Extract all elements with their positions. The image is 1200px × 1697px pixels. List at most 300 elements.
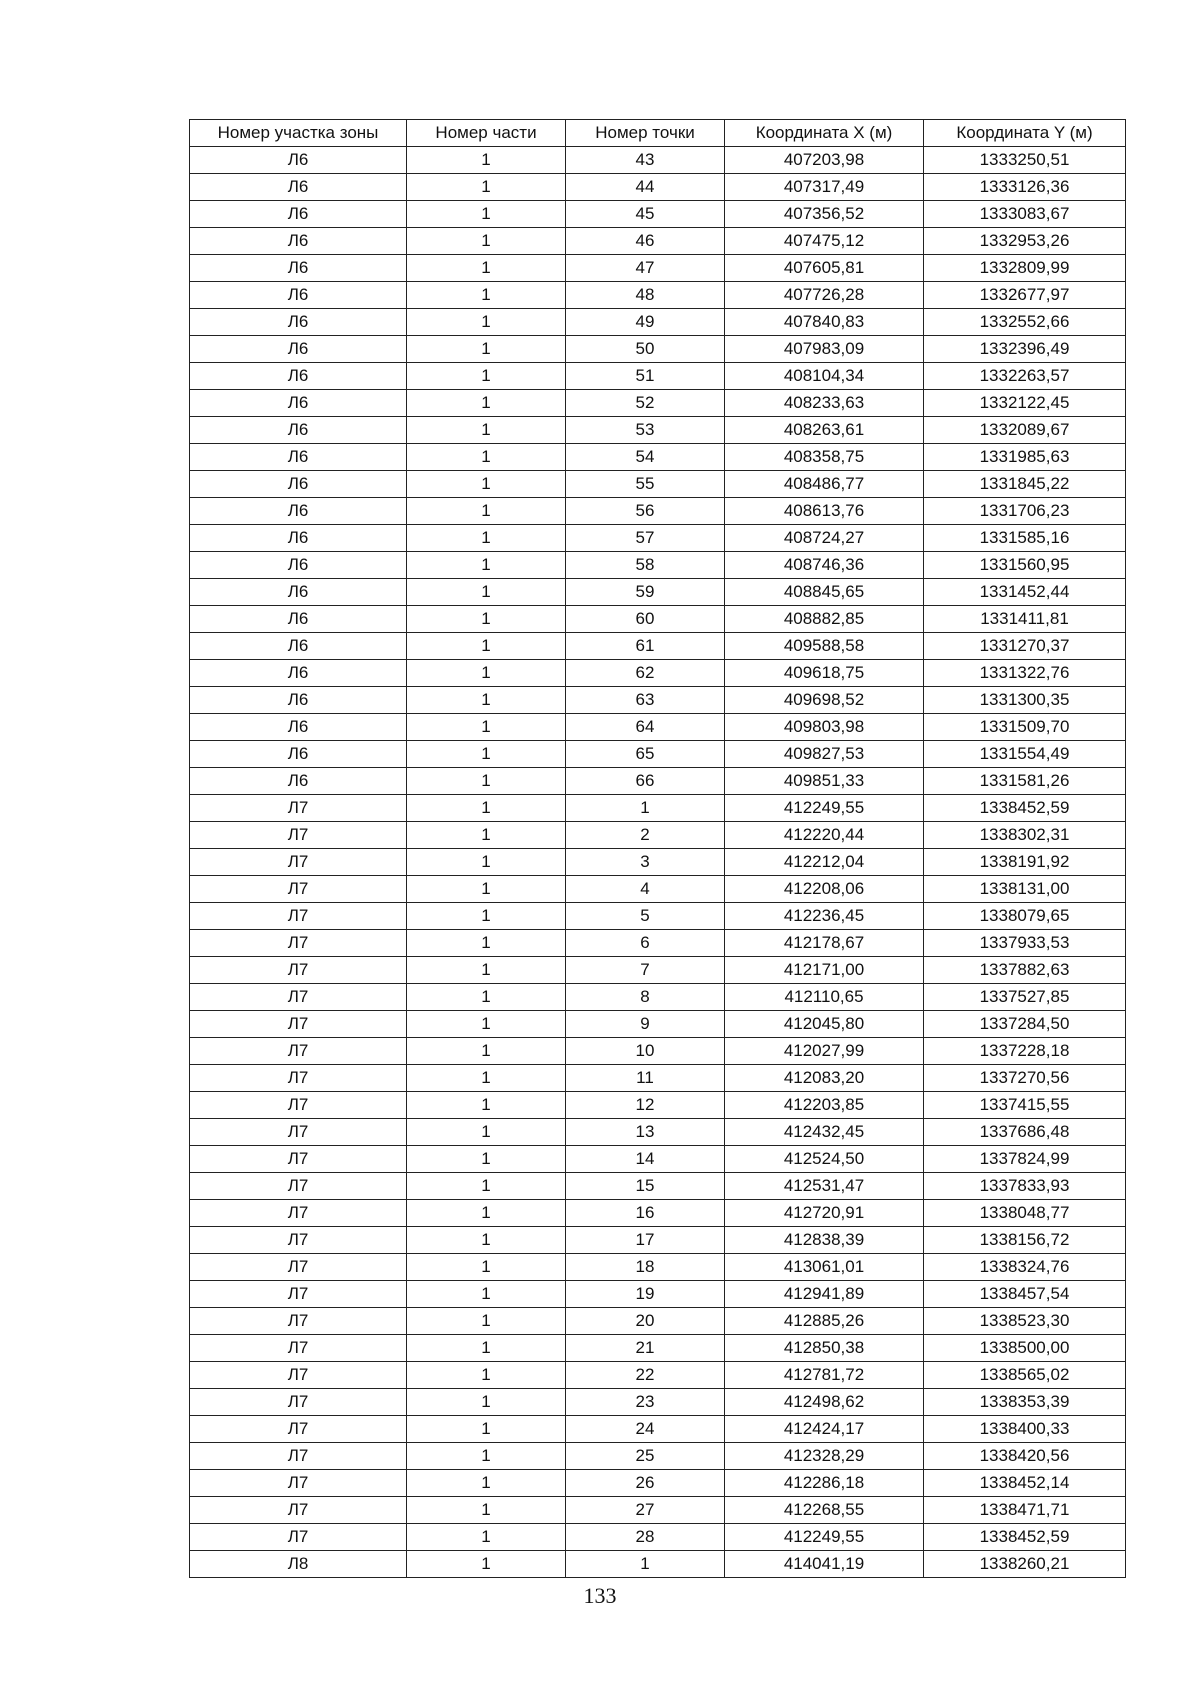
table-row xyxy=(190,147,1126,174)
point-number-cell: 11 xyxy=(566,1065,725,1092)
table-row xyxy=(190,930,1126,957)
coordinate-y-cell: 1338457,54 xyxy=(924,1281,1126,1308)
point-number-cell: 7 xyxy=(566,957,725,984)
table-row xyxy=(190,876,1126,903)
coordinate-x-cell: 412220,44 xyxy=(725,822,924,849)
coordinate-x-cell: 412249,55 xyxy=(725,1524,924,1551)
part-number-cell: 1 xyxy=(407,1092,566,1119)
coordinate-x-cell: 408724,27 xyxy=(725,525,924,552)
coordinate-y-cell: 1331270,37 xyxy=(924,633,1126,660)
coordinate-y-cell: 1331585,16 xyxy=(924,525,1126,552)
coordinate-x-cell: 412083,20 xyxy=(725,1065,924,1092)
table-row xyxy=(190,1092,1126,1119)
coordinate-y-cell: 1337415,55 xyxy=(924,1092,1126,1119)
zone-section-cell: Л7 xyxy=(190,1362,407,1389)
zone-section-cell: Л7 xyxy=(190,1011,407,1038)
zone-section-cell: Л7 xyxy=(190,1416,407,1443)
coordinate-x-cell: 407726,28 xyxy=(725,282,924,309)
part-number-cell: 1 xyxy=(407,957,566,984)
coordinate-y-cell: 1332953,26 xyxy=(924,228,1126,255)
point-number-cell: 47 xyxy=(566,255,725,282)
table-row xyxy=(190,552,1126,579)
part-number-cell: 1 xyxy=(407,417,566,444)
coordinate-y-cell: 1332809,99 xyxy=(924,255,1126,282)
zone-section-cell: Л7 xyxy=(190,1497,407,1524)
coordinate-y-cell: 1338302,31 xyxy=(924,822,1126,849)
table-row xyxy=(190,1173,1126,1200)
coordinate-x-cell: 412236,45 xyxy=(725,903,924,930)
coordinate-y-cell: 1337284,50 xyxy=(924,1011,1126,1038)
zone-section-cell: Л6 xyxy=(190,309,407,336)
part-number-cell: 1 xyxy=(407,1524,566,1551)
point-number-cell: 13 xyxy=(566,1119,725,1146)
point-number-cell: 43 xyxy=(566,147,725,174)
part-number-cell: 1 xyxy=(407,930,566,957)
coordinate-x-cell: 412027,99 xyxy=(725,1038,924,1065)
table-row xyxy=(190,1011,1126,1038)
zone-section-cell: Л7 xyxy=(190,1173,407,1200)
table-row xyxy=(190,1065,1126,1092)
zone-section-cell: Л6 xyxy=(190,741,407,768)
table-header-row xyxy=(190,120,1126,147)
part-number-cell: 1 xyxy=(407,822,566,849)
part-number-cell: 1 xyxy=(407,1281,566,1308)
part-number-cell: 1 xyxy=(407,1335,566,1362)
part-number-cell: 1 xyxy=(407,633,566,660)
part-number-cell: 1 xyxy=(407,498,566,525)
point-number-cell: 50 xyxy=(566,336,725,363)
part-number-cell: 1 xyxy=(407,1497,566,1524)
point-number-cell: 63 xyxy=(566,687,725,714)
table-row xyxy=(190,1470,1126,1497)
zone-section-cell: Л7 xyxy=(190,1443,407,1470)
coordinate-y-cell: 1333083,67 xyxy=(924,201,1126,228)
coordinate-x-cell: 407356,52 xyxy=(725,201,924,228)
table-row xyxy=(190,768,1126,795)
zone-section-cell: Л7 xyxy=(190,957,407,984)
point-number-cell: 44 xyxy=(566,174,725,201)
point-number-cell: 6 xyxy=(566,930,725,957)
point-number-cell: 5 xyxy=(566,903,725,930)
table-row xyxy=(190,714,1126,741)
table-row xyxy=(190,1254,1126,1281)
coordinate-x-cell: 412781,72 xyxy=(725,1362,924,1389)
coordinate-y-cell: 1337824,99 xyxy=(924,1146,1126,1173)
coordinate-x-cell: 412171,00 xyxy=(725,957,924,984)
coordinate-x-cell: 412203,85 xyxy=(725,1092,924,1119)
part-number-cell: 1 xyxy=(407,795,566,822)
part-number-cell: 1 xyxy=(407,579,566,606)
zone-section-cell: Л6 xyxy=(190,201,407,228)
coordinate-x-cell: 407475,12 xyxy=(725,228,924,255)
point-number-cell: 24 xyxy=(566,1416,725,1443)
coordinate-y-cell: 1338131,00 xyxy=(924,876,1126,903)
part-number-cell: 1 xyxy=(407,1227,566,1254)
zone-section-cell: Л7 xyxy=(190,1092,407,1119)
part-number-cell: 1 xyxy=(407,1470,566,1497)
coordinate-y-cell: 1338353,39 xyxy=(924,1389,1126,1416)
point-number-cell: 1 xyxy=(566,795,725,822)
point-number-cell: 1 xyxy=(566,1551,725,1578)
zone-section-cell: Л6 xyxy=(190,174,407,201)
coordinate-y-cell: 1331560,95 xyxy=(924,552,1126,579)
zone-section-cell: Л8 xyxy=(190,1551,407,1578)
table-row xyxy=(190,1524,1126,1551)
point-number-cell: 62 xyxy=(566,660,725,687)
coordinate-y-cell: 1338048,77 xyxy=(924,1200,1126,1227)
part-number-cell: 1 xyxy=(407,741,566,768)
coordinate-y-cell: 1332263,57 xyxy=(924,363,1126,390)
coordinate-y-cell: 1332677,97 xyxy=(924,282,1126,309)
zone-section-cell: Л6 xyxy=(190,498,407,525)
part-number-cell: 1 xyxy=(407,1200,566,1227)
point-number-cell: 16 xyxy=(566,1200,725,1227)
part-number-cell: 1 xyxy=(407,201,566,228)
zone-section-cell: Л7 xyxy=(190,984,407,1011)
table-row xyxy=(190,957,1126,984)
point-number-cell: 58 xyxy=(566,552,725,579)
point-number-cell: 54 xyxy=(566,444,725,471)
coordinate-x-cell: 407203,98 xyxy=(725,147,924,174)
coordinate-x-cell: 408845,65 xyxy=(725,579,924,606)
point-number-cell: 14 xyxy=(566,1146,725,1173)
part-number-cell: 1 xyxy=(407,849,566,876)
table-row xyxy=(190,1227,1126,1254)
point-number-cell: 55 xyxy=(566,471,725,498)
coordinates-table xyxy=(189,119,1126,1578)
point-number-cell: 61 xyxy=(566,633,725,660)
coordinate-y-cell: 1332089,67 xyxy=(924,417,1126,444)
coordinate-x-cell: 408263,61 xyxy=(725,417,924,444)
coordinate-y-cell: 1338452,59 xyxy=(924,1524,1126,1551)
part-number-cell: 1 xyxy=(407,1416,566,1443)
coordinate-x-cell: 407605,81 xyxy=(725,255,924,282)
coordinate-y-cell: 1337686,48 xyxy=(924,1119,1126,1146)
zone-section-cell: Л6 xyxy=(190,525,407,552)
point-number-cell: 46 xyxy=(566,228,725,255)
part-number-cell: 1 xyxy=(407,1254,566,1281)
zone-section-cell: Л6 xyxy=(190,444,407,471)
page-number: 133 xyxy=(583,1583,617,1608)
part-number-cell: 1 xyxy=(407,660,566,687)
coordinate-x-cell: 412424,17 xyxy=(725,1416,924,1443)
point-number-cell: 57 xyxy=(566,525,725,552)
point-number-cell: 4 xyxy=(566,876,725,903)
table-row xyxy=(190,633,1126,660)
part-number-cell: 1 xyxy=(407,1362,566,1389)
coordinate-x-cell: 409618,75 xyxy=(725,660,924,687)
point-number-cell: 52 xyxy=(566,390,725,417)
zone-section-cell: Л7 xyxy=(190,1281,407,1308)
part-number-cell: 1 xyxy=(407,876,566,903)
coordinate-x-cell: 409803,98 xyxy=(725,714,924,741)
point-number-cell: 64 xyxy=(566,714,725,741)
point-number-cell: 27 xyxy=(566,1497,725,1524)
coordinate-x-cell: 413061,01 xyxy=(725,1254,924,1281)
table-row xyxy=(190,471,1126,498)
header-part-number: Номер части xyxy=(407,120,566,147)
zone-section-cell: Л6 xyxy=(190,471,407,498)
coordinate-y-cell: 1337228,18 xyxy=(924,1038,1126,1065)
zone-section-cell: Л7 xyxy=(190,876,407,903)
coordinate-y-cell: 1338523,30 xyxy=(924,1308,1126,1335)
coordinate-x-cell: 412850,38 xyxy=(725,1335,924,1362)
table-row xyxy=(190,1119,1126,1146)
table-row xyxy=(190,984,1126,1011)
coordinate-y-cell: 1332396,49 xyxy=(924,336,1126,363)
coordinate-y-cell: 1331411,81 xyxy=(924,606,1126,633)
zone-section-cell: Л6 xyxy=(190,633,407,660)
table-row xyxy=(190,660,1126,687)
table-row xyxy=(190,1200,1126,1227)
coordinate-y-cell: 1333250,51 xyxy=(924,147,1126,174)
table-row xyxy=(190,1335,1126,1362)
part-number-cell: 1 xyxy=(407,471,566,498)
coordinate-y-cell: 1333126,36 xyxy=(924,174,1126,201)
zone-section-cell: Л6 xyxy=(190,687,407,714)
coordinate-x-cell: 412268,55 xyxy=(725,1497,924,1524)
coordinate-y-cell: 1337527,85 xyxy=(924,984,1126,1011)
zone-section-cell: Л6 xyxy=(190,363,407,390)
coordinate-x-cell: 412249,55 xyxy=(725,795,924,822)
table-row xyxy=(190,282,1126,309)
coordinate-x-cell: 409851,33 xyxy=(725,768,924,795)
part-number-cell: 1 xyxy=(407,984,566,1011)
table-row xyxy=(190,444,1126,471)
point-number-cell: 48 xyxy=(566,282,725,309)
table-row xyxy=(190,1281,1126,1308)
coordinate-x-cell: 408882,85 xyxy=(725,606,924,633)
coordinate-y-cell: 1331554,49 xyxy=(924,741,1126,768)
coordinate-y-cell: 1337270,56 xyxy=(924,1065,1126,1092)
zone-section-cell: Л6 xyxy=(190,714,407,741)
coordinate-x-cell: 412432,45 xyxy=(725,1119,924,1146)
zone-section-cell: Л7 xyxy=(190,822,407,849)
point-number-cell: 65 xyxy=(566,741,725,768)
part-number-cell: 1 xyxy=(407,768,566,795)
part-number-cell: 1 xyxy=(407,714,566,741)
zone-section-cell: Л6 xyxy=(190,660,407,687)
point-number-cell: 26 xyxy=(566,1470,725,1497)
table-row xyxy=(190,606,1126,633)
part-number-cell: 1 xyxy=(407,336,566,363)
coordinate-y-cell: 1338452,14 xyxy=(924,1470,1126,1497)
table-row xyxy=(190,309,1126,336)
point-number-cell: 60 xyxy=(566,606,725,633)
header-zone-section: Номер участка зоны xyxy=(190,120,407,147)
part-number-cell: 1 xyxy=(407,1146,566,1173)
table-row xyxy=(190,363,1126,390)
table-row xyxy=(190,741,1126,768)
zone-section-cell: Л7 xyxy=(190,849,407,876)
coordinate-y-cell: 1331706,23 xyxy=(924,498,1126,525)
coordinate-y-cell: 1331509,70 xyxy=(924,714,1126,741)
part-number-cell: 1 xyxy=(407,687,566,714)
coordinate-y-cell: 1331581,26 xyxy=(924,768,1126,795)
zone-section-cell: Л6 xyxy=(190,336,407,363)
coordinate-y-cell: 1332552,66 xyxy=(924,309,1126,336)
part-number-cell: 1 xyxy=(407,174,566,201)
part-number-cell: 1 xyxy=(407,147,566,174)
coordinate-y-cell: 1337882,63 xyxy=(924,957,1126,984)
coordinate-x-cell: 412208,06 xyxy=(725,876,924,903)
zone-section-cell: Л6 xyxy=(190,768,407,795)
zone-section-cell: Л7 xyxy=(190,1227,407,1254)
point-number-cell: 18 xyxy=(566,1254,725,1281)
coordinate-x-cell: 412178,67 xyxy=(725,930,924,957)
point-number-cell: 20 xyxy=(566,1308,725,1335)
part-number-cell: 1 xyxy=(407,1011,566,1038)
point-number-cell: 15 xyxy=(566,1173,725,1200)
table-row xyxy=(190,687,1126,714)
part-number-cell: 1 xyxy=(407,390,566,417)
part-number-cell: 1 xyxy=(407,1065,566,1092)
zone-section-cell: Л6 xyxy=(190,390,407,417)
part-number-cell: 1 xyxy=(407,1038,566,1065)
zone-section-cell: Л6 xyxy=(190,579,407,606)
coordinate-y-cell: 1331845,22 xyxy=(924,471,1126,498)
table-row xyxy=(190,795,1126,822)
coordinate-x-cell: 408486,77 xyxy=(725,471,924,498)
coordinate-x-cell: 412941,89 xyxy=(725,1281,924,1308)
table-row xyxy=(190,1416,1126,1443)
point-number-cell: 8 xyxy=(566,984,725,1011)
table-body xyxy=(190,147,1126,1578)
table-row xyxy=(190,1362,1126,1389)
coordinate-y-cell: 1331452,44 xyxy=(924,579,1126,606)
part-number-cell: 1 xyxy=(407,1551,566,1578)
coordinate-y-cell: 1338324,76 xyxy=(924,1254,1126,1281)
zone-section-cell: Л7 xyxy=(190,1200,407,1227)
table-row xyxy=(190,1389,1126,1416)
part-number-cell: 1 xyxy=(407,525,566,552)
coordinate-x-cell: 407983,09 xyxy=(725,336,924,363)
part-number-cell: 1 xyxy=(407,1119,566,1146)
coordinate-y-cell: 1338156,72 xyxy=(924,1227,1126,1254)
point-number-cell: 17 xyxy=(566,1227,725,1254)
coordinate-y-cell: 1338565,02 xyxy=(924,1362,1126,1389)
table-row xyxy=(190,1443,1126,1470)
table-row xyxy=(190,255,1126,282)
point-number-cell: 28 xyxy=(566,1524,725,1551)
zone-section-cell: Л7 xyxy=(190,1524,407,1551)
point-number-cell: 59 xyxy=(566,579,725,606)
zone-section-cell: Л7 xyxy=(190,795,407,822)
coordinate-x-cell: 412524,50 xyxy=(725,1146,924,1173)
zone-section-cell: Л7 xyxy=(190,1389,407,1416)
part-number-cell: 1 xyxy=(407,255,566,282)
table-row xyxy=(190,525,1126,552)
point-number-cell: 3 xyxy=(566,849,725,876)
part-number-cell: 1 xyxy=(407,444,566,471)
coordinate-y-cell: 1337833,93 xyxy=(924,1173,1126,1200)
coordinate-y-cell: 1338191,92 xyxy=(924,849,1126,876)
table-row xyxy=(190,201,1126,228)
part-number-cell: 1 xyxy=(407,1389,566,1416)
zone-section-cell: Л7 xyxy=(190,1308,407,1335)
part-number-cell: 1 xyxy=(407,903,566,930)
table-row xyxy=(190,174,1126,201)
coordinate-x-cell: 412720,91 xyxy=(725,1200,924,1227)
point-number-cell: 53 xyxy=(566,417,725,444)
zone-section-cell: Л7 xyxy=(190,1146,407,1173)
point-number-cell: 56 xyxy=(566,498,725,525)
part-number-cell: 1 xyxy=(407,282,566,309)
table-row xyxy=(190,1497,1126,1524)
table-row xyxy=(190,579,1126,606)
point-number-cell: 22 xyxy=(566,1362,725,1389)
coordinate-y-cell: 1332122,45 xyxy=(924,390,1126,417)
coordinate-x-cell: 414041,19 xyxy=(725,1551,924,1578)
table-row xyxy=(190,903,1126,930)
zone-section-cell: Л6 xyxy=(190,282,407,309)
zone-section-cell: Л7 xyxy=(190,1335,407,1362)
part-number-cell: 1 xyxy=(407,1443,566,1470)
table-row xyxy=(190,417,1126,444)
coordinate-y-cell: 1338471,71 xyxy=(924,1497,1126,1524)
coordinate-x-cell: 407840,83 xyxy=(725,309,924,336)
point-number-cell: 21 xyxy=(566,1335,725,1362)
coordinate-y-cell: 1338452,59 xyxy=(924,795,1126,822)
coordinate-x-cell: 412531,47 xyxy=(725,1173,924,1200)
coordinate-x-cell: 408613,76 xyxy=(725,498,924,525)
point-number-cell: 45 xyxy=(566,201,725,228)
zone-section-cell: Л7 xyxy=(190,1254,407,1281)
part-number-cell: 1 xyxy=(407,1308,566,1335)
coordinate-x-cell: 412885,26 xyxy=(725,1308,924,1335)
part-number-cell: 1 xyxy=(407,228,566,255)
table-row xyxy=(190,849,1126,876)
table-row xyxy=(190,1146,1126,1173)
coordinate-x-cell: 408746,36 xyxy=(725,552,924,579)
table-row xyxy=(190,228,1126,255)
point-number-cell: 19 xyxy=(566,1281,725,1308)
coordinate-x-cell: 408104,34 xyxy=(725,363,924,390)
coordinate-x-cell: 412838,39 xyxy=(725,1227,924,1254)
part-number-cell: 1 xyxy=(407,1173,566,1200)
table-row xyxy=(190,822,1126,849)
table-row xyxy=(190,1038,1126,1065)
point-number-cell: 49 xyxy=(566,309,725,336)
coordinate-x-cell: 408358,75 xyxy=(725,444,924,471)
table-row xyxy=(190,390,1126,417)
zone-section-cell: Л6 xyxy=(190,552,407,579)
zone-section-cell: Л6 xyxy=(190,606,407,633)
coordinate-x-cell: 407317,49 xyxy=(725,174,924,201)
header-coordinate-y: Координата Y (м) xyxy=(924,120,1126,147)
zone-section-cell: Л6 xyxy=(190,147,407,174)
part-number-cell: 1 xyxy=(407,363,566,390)
coordinate-x-cell: 412286,18 xyxy=(725,1470,924,1497)
coordinate-y-cell: 1331300,35 xyxy=(924,687,1126,714)
coordinate-x-cell: 412212,04 xyxy=(725,849,924,876)
zone-section-cell: Л7 xyxy=(190,930,407,957)
point-number-cell: 51 xyxy=(566,363,725,390)
coordinate-y-cell: 1338079,65 xyxy=(924,903,1126,930)
table-row xyxy=(190,1308,1126,1335)
point-number-cell: 9 xyxy=(566,1011,725,1038)
zone-section-cell: Л6 xyxy=(190,255,407,282)
zone-section-cell: Л6 xyxy=(190,417,407,444)
point-number-cell: 10 xyxy=(566,1038,725,1065)
zone-section-cell: Л7 xyxy=(190,1038,407,1065)
coordinate-y-cell: 1338400,33 xyxy=(924,1416,1126,1443)
table-row xyxy=(190,1551,1126,1578)
zone-section-cell: Л7 xyxy=(190,1470,407,1497)
coordinate-y-cell: 1338260,21 xyxy=(924,1551,1126,1578)
coordinate-y-cell: 1337933,53 xyxy=(924,930,1126,957)
coordinate-y-cell: 1338500,00 xyxy=(924,1335,1126,1362)
